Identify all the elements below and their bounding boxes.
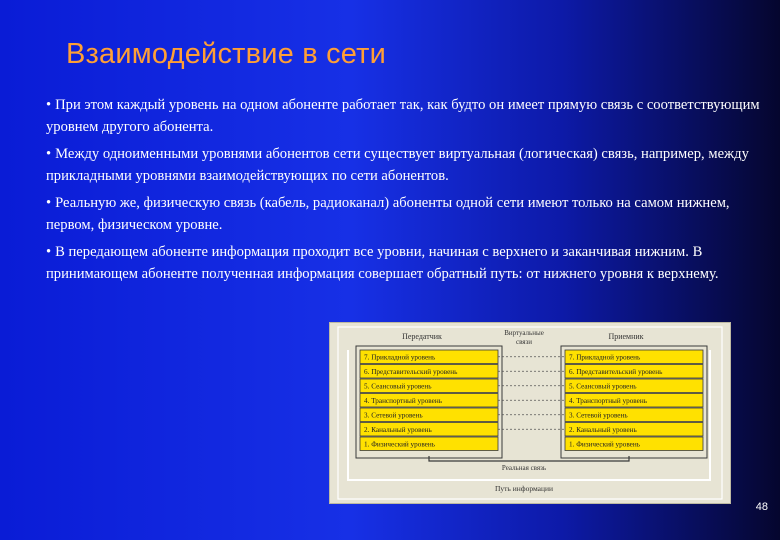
slide-title: Взаимодействие в сети	[66, 38, 387, 70]
page-number: 48	[755, 501, 768, 513]
sender-layer-label: 2. Канальный уровень	[364, 426, 432, 435]
paragraph-text: При этом каждый уровень на одном абоненте работает так, как будто он имеет прямую связь с соответствующим уровнем другого абонента.	[46, 97, 760, 135]
bullet-paragraph-2	[46, 143, 762, 187]
receiver-layer-label: 4. Транспортный уровень	[569, 397, 647, 406]
paragraph-text: Между одноименными уровнями абонентов сети существует виртуальная (логическая) связь, например, между прикладными уровнями взаимодействующих по сети абонентов.	[46, 146, 749, 184]
receiver-layer-label: 7. Прикладной уровень	[569, 353, 641, 362]
osi-diagram-svg	[330, 323, 730, 503]
paragraph-text: В передающем абоненте информация проходит все уровни, начиная с верхнего и заканчивая нижним. В принимающем абоненте полученная информация совершает обратный путь: от нижнего уровня к верхнему.	[46, 244, 719, 282]
sender-label: Передатчик	[402, 332, 442, 341]
bullet-glyph: •	[46, 195, 52, 211]
sender-layer-label: 4. Транспортный уровень	[364, 397, 442, 406]
receiver-layer-label: 5. Сеансовый уровень	[569, 382, 637, 391]
sender-stack	[360, 350, 498, 451]
virtual-links	[498, 357, 565, 430]
slide-body	[46, 94, 762, 290]
receiver-layer-label: 2. Канальный уровень	[569, 426, 637, 435]
bullet-glyph: •	[46, 146, 52, 162]
info-path-label: Путь информации	[494, 484, 554, 493]
bullet-glyph: •	[46, 97, 52, 113]
receiver-layer-label: 3. Сетевой уровень	[569, 411, 628, 420]
sender-layer-label: 5. Сеансовый уровень	[364, 382, 432, 391]
real-link-label: Реальная связь	[501, 464, 547, 472]
bullet-paragraph-3	[46, 192, 762, 236]
bullet-paragraph-1	[46, 94, 762, 138]
virtual-links-label-line1: Виртуальные	[504, 329, 544, 337]
sender-layer-label: 3. Сетевой уровень	[364, 411, 423, 420]
receiver-layer-label: 1. Физический уровень	[569, 440, 641, 449]
virtual-links-label-line2: связи	[515, 338, 533, 346]
sender-layer-label: 6. Представительский уровень	[364, 368, 458, 377]
sender-layer-label: 1. Физический уровень	[364, 440, 436, 449]
bullet-paragraph-4	[46, 241, 762, 285]
sender-layer-label: 7. Прикладной уровень	[364, 353, 436, 362]
bullet-glyph: •	[46, 244, 52, 260]
receiver-layer-label: 6. Представительский уровень	[569, 368, 663, 377]
receiver-label: Приемник	[608, 332, 644, 341]
osi-diagram	[329, 322, 731, 504]
paragraph-text: Реальную же, физическую связь (кабель, радиоканал) абоненты одной сети имеют только на самом нижнем, первом, физическом уровне.	[46, 195, 730, 233]
receiver-stack	[565, 350, 703, 451]
